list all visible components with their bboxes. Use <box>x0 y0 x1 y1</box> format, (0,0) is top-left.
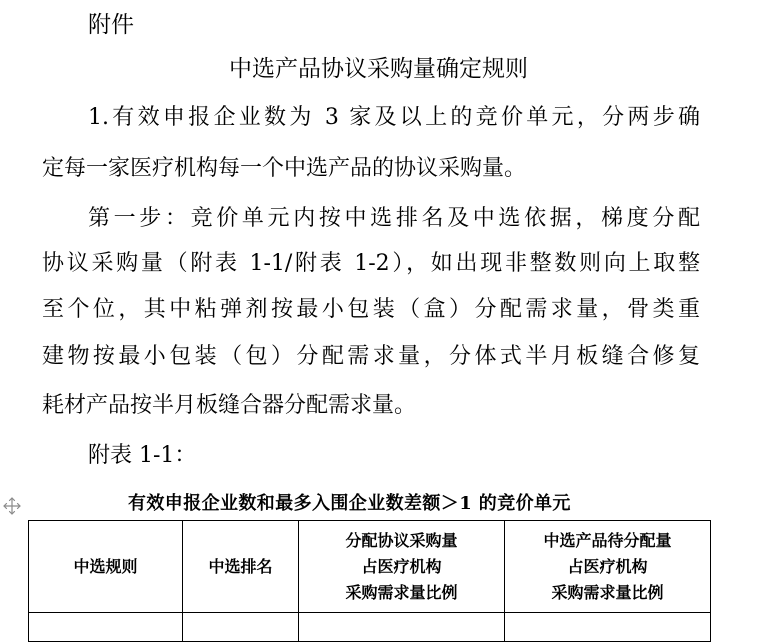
table-cell <box>299 613 505 642</box>
paragraph-2-line-4: 建物按最小包装（包）分配需求量，分体式半月板缝合修复 <box>42 344 700 369</box>
four-arrow-move-icon[interactable] <box>2 496 22 516</box>
header-pending-volume-line-2: 占医疗机构 <box>567 556 648 576</box>
table-cell <box>505 613 711 642</box>
paragraph-1-line-1: 1.有效申报企业数为 3 家及以上的竞价单元，分两步确 <box>88 105 700 130</box>
header-selection-rank-text: 中选排名 <box>208 556 273 576</box>
allocation-rules-table <box>28 520 711 642</box>
appendix-table-label: 附表 1-1： <box>88 443 197 468</box>
header-selection-rule-text: 中选规则 <box>73 556 138 576</box>
table-cell <box>183 613 299 642</box>
header-pending-volume-ratio <box>505 521 711 613</box>
paragraph-2-line-5: 耗材产品按半月板缝合器分配需求量。 <box>42 393 417 418</box>
header-selection-rank <box>183 521 299 613</box>
table-row <box>29 613 711 642</box>
document-title: 中选产品协议采购量确定规则 <box>229 56 528 82</box>
annex-label: 附件 <box>88 12 134 38</box>
header-allocated-volume-line-3: 采购需求量比例 <box>345 582 458 602</box>
table-header-row <box>29 521 711 613</box>
header-pending-volume-line-1: 中选产品待分配量 <box>543 530 672 550</box>
header-allocated-volume-line-1: 分配协议采购量 <box>345 530 458 550</box>
header-allocated-volume-line-2: 占医疗机构 <box>361 556 442 576</box>
header-allocated-volume-ratio <box>299 521 505 613</box>
paragraph-2-line-2: 协议采购量（附表 1-1/附表 1-2），如出现非整数则向上取整 <box>42 251 700 276</box>
paragraph-1-line-2: 定每一家医疗机构每一个中选产品的协议采购量。 <box>42 156 527 181</box>
table-cell <box>29 613 183 642</box>
paragraph-2-line-1: 第一步：竞价单元内按中选排名及中选依据，梯度分配 <box>88 206 700 231</box>
table-caption: 有效申报企业数和最多入围企业数差额＞1 的竞价单元 <box>128 493 571 514</box>
header-pending-volume-line-3: 采购需求量比例 <box>551 582 664 602</box>
paragraph-2-line-3: 至个位，其中粘弹剂按最小包装（盒）分配需求量，骨类重 <box>42 297 700 322</box>
header-selection-rule <box>29 521 183 613</box>
